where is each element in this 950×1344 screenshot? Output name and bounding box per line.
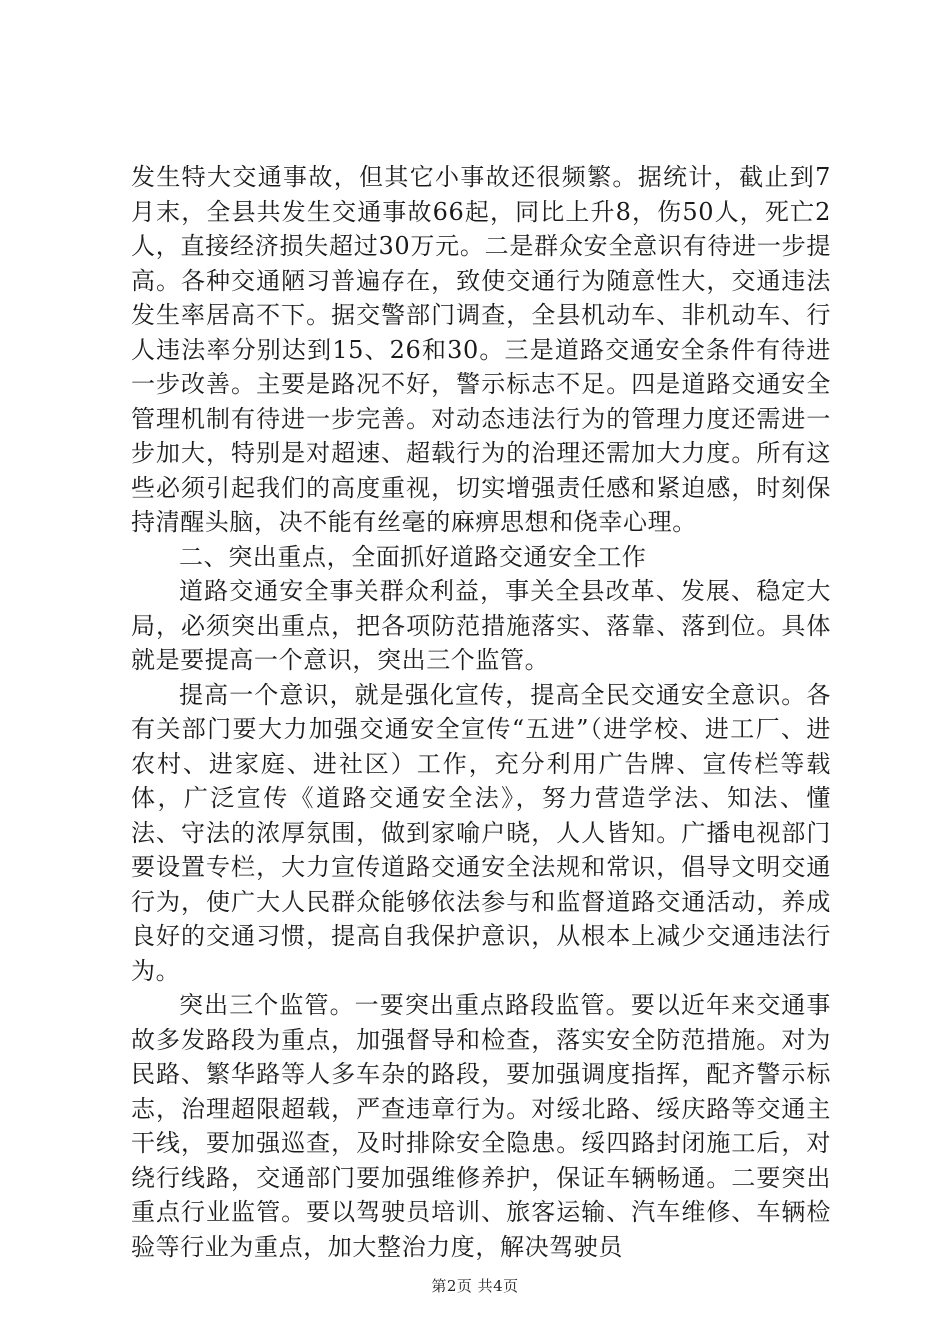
paragraph-overview: 道路交通安全事关群众利益，事关全县改革、发展、稳定大局，必须突出重点，把各项防范措施落实、落靠、落到位。具体就是要提高一个意识，突出三个监管。 — [131, 577, 831, 674]
section-heading-2: 二、突出重点，全面抓好道路交通安全工作 — [179, 542, 647, 571]
paragraph-awareness: 提高一个意识，就是强化宣传，提高全民交通安全意识。各有关部门要大力加强交通安全宣传“五进”（进学校、进工厂、进农村、进家庭、进社区）工作，充分利用广告牌、宣传栏等载体，广泛宣传《道路交通安全法》，努力营造学法、知法、懂法、守法的浓厚氛围，做到家喻户晓，人人皆知。广播电视部门要设置专栏，大力宣传道路交通安全法规和常识，倡导文明交通行为，使广大人民群众能够依法参与和监督道路交通活动，养成良好的交通习惯，提高自我保护意识，从根本上减少交通违法行为。 — [131, 680, 831, 985]
document-body — [131, 160, 831, 1264]
page-footer: 第2页 共4页 — [431, 1277, 519, 1295]
paragraph-accident-stats: 发生特大交通事故，但其它小事故还很频繁。据统计，截止到7月末，全县共发生交通事故66起，同比上升8，伤50人，死亡2人，直接经济损失超过30万元。二是群众安全意识有待进一步提高。各种交通陋习普遍存在，致使交通行为随意性大，交通违法发生率居高不下。据交警部门调查，全县机动车、非机动车、行人违法率分别达到15、26和30。三是道路交通安全条件有待进一步改善。主要是路况不好，警示标志不足。四是道路交通安全管理机制有待进一步完善。对动态违法行为的管理力度还需进一步加大，特别是对超速、超载行为的治理还需加大力度。所有这些必须引起我们的高度重视，切实增强责任感和紧迫感，时刻保持清醒头脑，决不能有丝毫的麻痹思想和侥幸心理。 — [131, 163, 831, 536]
paragraph-supervision: 突出三个监管。一要突出重点路段监管。要以近年来交通事故多发路段为重点，加强督导和检查，落实安全防范措施。对为民路、繁华路等人多车杂的路段，要加强调度指挥，配齐警示标志，治理超限超载，严查违章行为。对绥北路、绥庆路等交通主干线，要加强巡查，及时排除安全隐患。绥四路封闭施工后，对绕行线路，交通部门要加强维修养护，保证车辆畅通。二要突出重点行业监管。要以驾驶员培训、旅客运输、汽车维修、车辆检验等行业为重点，加大整治力度，解决驾驶员 — [131, 991, 831, 1261]
